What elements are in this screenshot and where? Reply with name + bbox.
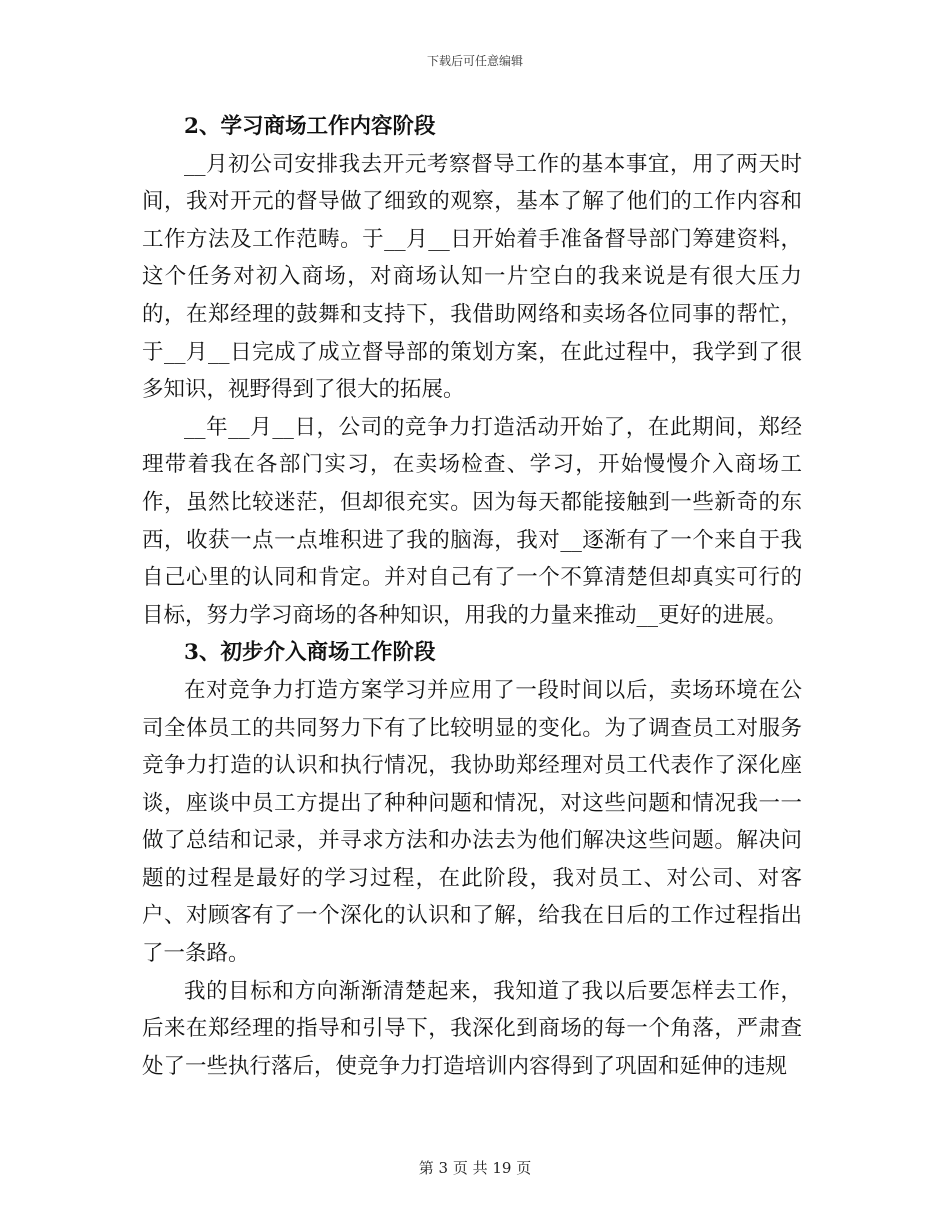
section-2-paragraph-2: __年__月__日，公司的竞争力打造活动开始了，在此期间，郑经理带着我在各部门实习，在卖场检查、学习，开始慢慢介入商场工作，虽然比较迷茫，但却很充实。因为每天都能接触到一些新奇的东西，收获一点一点堆积进了我的脑海，我对__逐渐有了一个来自于我自己心里的认同和肯定。并对自己有了一个不算清楚但却真实可行的目标，努力学习商场的各种知识，用我的力量来推动__更好的进展。 (142, 414, 802, 628)
section-2-paragraph-1: __月初公司安排我去开元考察督导工作的基本事宜，用了两天时间，我对开元的督导做了细致的观察，基本了解了他们的工作内容和工作方法及工作范畴。于__月__日开始着手准备督导部门筹建资料，这个任务对初入商场，对商场认知一片空白的我来说是有很大压力的，在郑经理的鼓舞和支持下，我借助网络和卖场各位同事的帮忙，于__月__日完成了成立督导部的策划方案，在此过程中，我学到了很多知识，视野得到了很大的拓展。 (142, 151, 802, 403)
section-3-heading: 3、初步介入商场工作阶段 (184, 640, 436, 666)
page-number: 第 3 页 共 19 页 (418, 1159, 532, 1177)
page-header-note: 下载后可任意编辑 (426, 54, 523, 68)
document-body (142, 108, 802, 1085)
section-2-heading: 2、学习商场工作内容阶段 (184, 114, 436, 139)
section-3-paragraph-1: 在对竞争力打造方案学习并应用了一段时间以后，卖场环境在公司全体员工的共同努力下有了比较明显的变化。为了调查员工对服务竞争力打造的认识和执行情况，我协助郑经理对员工代表作了深化座谈，座谈中员工方提出了种种问题和情况，对这些问题和情况我一一做了总结和记录，并寻求方法和办法去为他们解决这些问题。解决问题的过程是最好的学习过程，在此阶段，我对员工、对公司、对客户、对顾客有了一个深化的认识和了解，给我在日后的工作过程指出了一条路。 (142, 677, 802, 967)
section-3-paragraph-2: 我的目标和方向渐渐清楚起来，我知道了我以后要怎样去工作，后来在郑经理的指导和引导下，我深化到商场的每一个角落，严肃查处了一些执行落后，使竞争力打造培训内容得到了巩固和延伸的违规 (142, 978, 802, 1079)
